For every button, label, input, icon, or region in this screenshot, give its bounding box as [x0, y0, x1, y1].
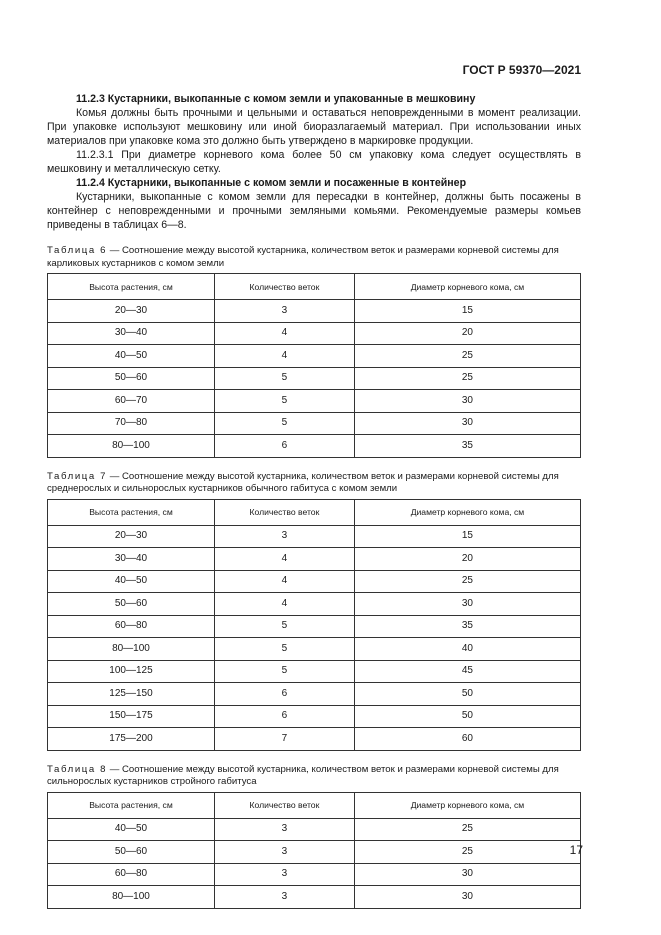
- table-row: [48, 615, 581, 638]
- column-header-root-ball-diameter: Диаметр корневого кома, см: [354, 792, 580, 818]
- cell-root-ball-diameter: 45: [354, 660, 580, 683]
- table-8-block: [47, 764, 581, 909]
- cell-root-ball-diameter: 40: [354, 638, 580, 661]
- document-body: [47, 92, 581, 909]
- table-body: [48, 525, 581, 750]
- cell-branches: 3: [214, 525, 354, 548]
- cell-branches: 4: [214, 593, 354, 616]
- cell-height: 100—125: [48, 660, 215, 683]
- table-row: [48, 886, 581, 909]
- cell-branches: 3: [214, 818, 354, 841]
- cell-branches: 4: [214, 322, 354, 345]
- cell-height: 40—50: [48, 818, 215, 841]
- table-6-block: [47, 245, 581, 458]
- cell-height: 60—80: [48, 863, 215, 886]
- column-header-height: Высота растения, см: [48, 274, 215, 300]
- cell-height: 20—30: [48, 525, 215, 548]
- document-number: ГОСТ Р 59370—2021: [462, 63, 581, 77]
- cell-root-ball-diameter: 20: [354, 322, 580, 345]
- cell-root-ball-diameter: 50: [354, 705, 580, 728]
- column-header-branches: Количество веток: [214, 792, 354, 818]
- table-row: [48, 390, 581, 413]
- cell-root-ball-diameter: 25: [354, 841, 580, 864]
- table-row: [48, 638, 581, 661]
- table-row: [48, 435, 581, 458]
- table-row: [48, 728, 581, 751]
- cell-root-ball-diameter: 30: [354, 863, 580, 886]
- cell-root-ball-diameter: 20: [354, 548, 580, 571]
- table-label: Таблица 6: [47, 245, 108, 256]
- paragraph-container: Кустарники, выкопанные с комом земли для пересадки в контейнер, должны быть посажены в контейнер с неповрежденными и прочными земляными комьями. Рекомендуемые размеры комьев приведены в таблицах 6—8.: [47, 191, 581, 231]
- cell-branches: 3: [214, 841, 354, 864]
- column-header-root-ball-diameter: Диаметр корневого кома, см: [354, 499, 580, 525]
- table-row: [48, 345, 581, 368]
- cell-root-ball-diameter: 30: [354, 412, 580, 435]
- column-header-root-ball-diameter: Диаметр корневого кома, см: [354, 274, 580, 300]
- table-8: [47, 792, 581, 909]
- table-row: [48, 593, 581, 616]
- cell-height: 125—150: [48, 683, 215, 706]
- table-row: [48, 300, 581, 323]
- table-header-row: [48, 274, 581, 300]
- cell-root-ball-diameter: 50: [354, 683, 580, 706]
- table-body: [48, 818, 581, 908]
- cell-height: 20—30: [48, 300, 215, 323]
- cell-branches: 7: [214, 728, 354, 751]
- table-row: [48, 412, 581, 435]
- cell-root-ball-diameter: 15: [354, 525, 580, 548]
- cell-root-ball-diameter: 15: [354, 300, 580, 323]
- column-header-height: Высота растения, см: [48, 499, 215, 525]
- table-label: Таблица 8: [47, 763, 108, 775]
- column-header-height: Высота растения, см: [48, 792, 215, 818]
- cell-height: 80—100: [48, 638, 215, 661]
- table-row: [48, 683, 581, 706]
- cell-root-ball-diameter: 25: [354, 570, 580, 593]
- table-row: [48, 367, 581, 390]
- cell-root-ball-diameter: 25: [354, 818, 580, 841]
- table-caption-text: — Соотношение между высотой кустарника, количеством веток и размерами корневой системы для карликовых кустарников с комом земли: [47, 245, 559, 269]
- cell-height: 70—80: [48, 412, 215, 435]
- table-body: [48, 300, 581, 458]
- cell-root-ball-diameter: 35: [354, 435, 580, 458]
- table-7: [47, 499, 581, 751]
- cell-height: 40—50: [48, 570, 215, 593]
- cell-root-ball-diameter: 30: [354, 886, 580, 909]
- table-header-row: [48, 499, 581, 525]
- table-row: [48, 660, 581, 683]
- table-row: [48, 818, 581, 841]
- cell-root-ball-diameter: 30: [354, 593, 580, 616]
- cell-height: 30—40: [48, 322, 215, 345]
- cell-branches: 5: [214, 390, 354, 413]
- cell-branches: 5: [214, 615, 354, 638]
- cell-height: 50—60: [48, 367, 215, 390]
- cell-branches: 4: [214, 570, 354, 593]
- cell-root-ball-diameter: 35: [354, 615, 580, 638]
- paragraph-11-2-3-1: 11.2.3.1 При диаметре корневого кома более 50 см упаковку кома следует осуществлять в мешковину и металлическую сетку.: [47, 149, 581, 175]
- table-caption: [47, 764, 581, 789]
- cell-height: 80—100: [48, 435, 215, 458]
- table-7-block: [47, 471, 581, 751]
- cell-branches: 5: [214, 412, 354, 435]
- cell-height: 175—200: [48, 728, 215, 751]
- cell-branches: 6: [214, 683, 354, 706]
- cell-height: 60—70: [48, 390, 215, 413]
- table-row: [48, 841, 581, 864]
- cell-root-ball-diameter: 25: [354, 367, 580, 390]
- section-heading-11-2-3: 11.2.3 Кустарники, выкопанные с комом земли и упакованные в мешковину: [76, 93, 476, 105]
- cell-branches: 3: [214, 300, 354, 323]
- cell-height: 30—40: [48, 548, 215, 571]
- cell-branches: 5: [214, 367, 354, 390]
- table-row: [48, 705, 581, 728]
- cell-root-ball-diameter: 25: [354, 345, 580, 368]
- cell-height: 60—80: [48, 615, 215, 638]
- table-row: [48, 525, 581, 548]
- table-header-row: [48, 792, 581, 818]
- table-row: [48, 863, 581, 886]
- cell-branches: 5: [214, 660, 354, 683]
- cell-height: 150—175: [48, 705, 215, 728]
- table-caption-text: — Соотношение между высотой кустарника, количеством веток и размерами корневой системы для среднерослых и сильнорослых кустарников обычного габитуса с комом земли: [47, 470, 559, 494]
- cell-root-ball-diameter: 30: [354, 390, 580, 413]
- table-row: [48, 570, 581, 593]
- table-caption: [47, 471, 581, 496]
- cell-branches: 6: [214, 705, 354, 728]
- cell-branches: 3: [214, 886, 354, 909]
- section-heading-11-2-4: 11.2.4 Кустарники, выкопанные с комом земли и посаженные в контейнер: [76, 177, 467, 189]
- cell-branches: 4: [214, 345, 354, 368]
- cell-height: 40—50: [48, 345, 215, 368]
- table-caption: [47, 245, 581, 270]
- cell-branches: 5: [214, 638, 354, 661]
- cell-height: 80—100: [48, 886, 215, 909]
- cell-branches: 3: [214, 863, 354, 886]
- paragraph-packaging: Комья должны быть прочными и цельными и оставаться неповрежденными в момент реализации. При упаковке используют мешковину или иной биоразлагаемый материал. При использовании иных материалов при упаковке кома это должно быть утверждено в маркировке продукции.: [47, 107, 581, 147]
- table-caption-text: — Соотношение между высотой кустарника, количеством веток и размерами корневой системы для сильнорослых кустарников стройного габитуса: [47, 763, 559, 787]
- cell-root-ball-diameter: 60: [354, 728, 580, 751]
- cell-branches: 4: [214, 548, 354, 571]
- cell-branches: 6: [214, 435, 354, 458]
- column-header-branches: Количество веток: [214, 499, 354, 525]
- table-row: [48, 322, 581, 345]
- table-row: [48, 548, 581, 571]
- column-header-branches: Количество веток: [214, 274, 354, 300]
- table-6: [47, 273, 581, 458]
- cell-height: 50—60: [48, 841, 215, 864]
- page-number: 17: [569, 843, 583, 857]
- table-label: Таблица 7: [47, 470, 108, 482]
- cell-height: 50—60: [48, 593, 215, 616]
